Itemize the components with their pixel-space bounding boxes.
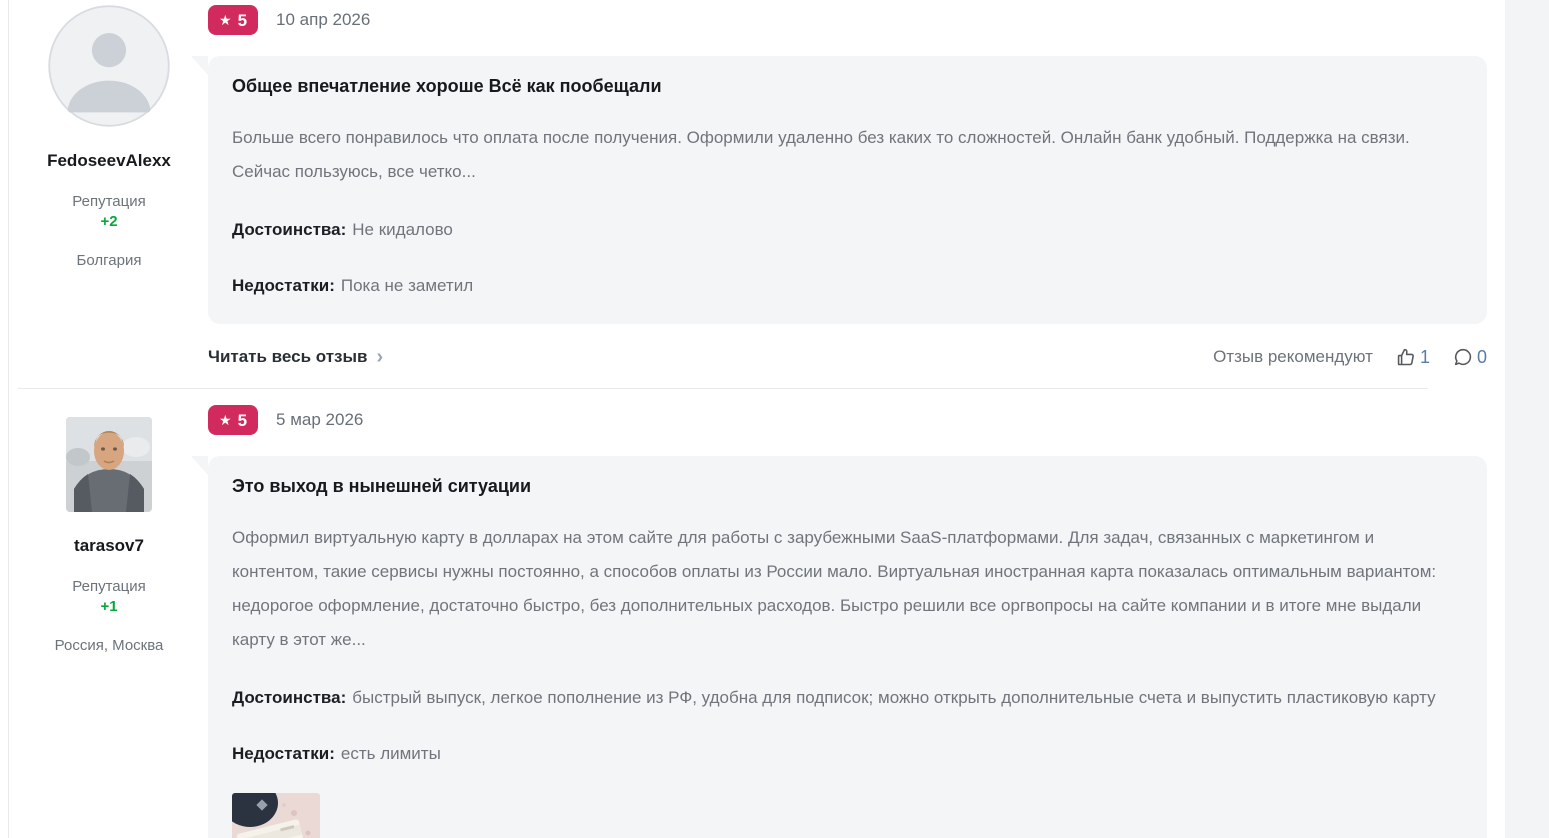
cons-row	[232, 739, 1463, 769]
star-icon: ★	[219, 12, 232, 28]
chevron-right-icon: ›	[376, 346, 384, 368]
avatar[interactable]	[66, 417, 152, 512]
username[interactable]: tarasov7	[74, 536, 144, 555]
cons-text: есть лимиты	[340, 744, 441, 763]
review-body: Больше всего понравилось что оплата после получения. Оформили удаленно без каких то сложностей. Онлайн банк удобный. Поддержка на связи. Сейчас пользуюсь, все четко...	[232, 128, 1410, 181]
reputation-label: Репутация	[72, 193, 146, 210]
review-title: Это выход в нынешней ситуации	[232, 476, 532, 496]
pros-label: Достоинства:	[232, 688, 347, 707]
cons-text: Пока не заметил	[340, 276, 474, 295]
review-content	[208, 405, 1487, 838]
page-left-border	[8, 0, 9, 838]
review-header	[208, 5, 1487, 35]
cons-row	[232, 271, 1463, 301]
avatar[interactable]	[48, 5, 170, 127]
review-footer	[208, 346, 1487, 388]
reviewer-info	[10, 5, 208, 388]
cons-label: Недостатки:	[232, 276, 335, 295]
adjacent-panel-strip	[1505, 0, 1549, 838]
review-card	[208, 56, 1487, 324]
like-count: 1	[1419, 346, 1430, 367]
default-avatar-icon	[48, 5, 170, 127]
comments-button[interactable]	[1452, 346, 1487, 368]
card-photo	[232, 793, 320, 838]
star-icon: ★	[219, 412, 232, 428]
review-content	[208, 5, 1487, 388]
reputation-value: +2	[100, 213, 118, 230]
rating-value: 5	[237, 10, 248, 30]
reviewer-location: Болгария	[76, 252, 142, 269]
review-item	[10, 389, 1487, 838]
review-date: 10 апр 2026	[276, 10, 371, 29]
review-date: 5 мар 2026	[276, 410, 364, 429]
pros-row	[232, 215, 1463, 245]
recommend-label: Отзыв рекомендуют	[1213, 347, 1373, 366]
user-photo	[66, 417, 152, 512]
pros-text: Не кидалово	[352, 220, 453, 239]
read-full-review-link[interactable]	[208, 347, 383, 367]
review-card	[208, 456, 1487, 838]
reviewer-info	[10, 405, 208, 838]
review-header	[208, 405, 1487, 435]
username[interactable]: FedoseevAlexx	[47, 151, 171, 170]
thumbs-up-icon	[1395, 346, 1417, 368]
review-photo-thumbnail[interactable]	[232, 793, 320, 838]
rating-value: 5	[237, 410, 248, 430]
attachment-row	[232, 793, 1463, 838]
pros-label: Достоинства:	[232, 220, 347, 239]
recommend-block	[1213, 346, 1487, 368]
review-body: Оформил виртуальную карту в долларах на этом сайте для работы с зарубежными SaaS-платформами. Для задач, связанных с маркетингом и контентом, такие сервисы нужны постоянно, а способов оплаты из России мало. Виртуальная иностранная карта показалась оптимальным вариантом: недорогое оформление, достаточно быстро, без дополнительных расходов. Быстро решили все оргвопросы на сайте компании и в итоге мне выдали карту в этот же...	[232, 528, 1437, 649]
reputation-value: +1	[100, 598, 118, 615]
comment-bubble-icon	[1452, 346, 1474, 368]
like-button[interactable]	[1395, 346, 1430, 368]
review-divider	[18, 388, 1428, 389]
reviewer-location: Россия, Москва	[54, 637, 164, 654]
review-title: Общее впечатление хороше Всё как пообещали	[232, 76, 662, 96]
rating-badge	[208, 5, 258, 35]
read-more-label: Читать весь отзыв	[208, 347, 368, 366]
pros-row	[232, 683, 1463, 713]
cons-label: Недостатки:	[232, 744, 335, 763]
review-item	[10, 0, 1487, 388]
comment-count: 0	[1476, 346, 1487, 367]
reputation-label: Репутация	[72, 578, 146, 595]
rating-badge	[208, 405, 258, 435]
reviews-list	[10, 0, 1487, 838]
pros-text: быстрый выпуск, легкое пополнение из РФ, удобна для подписок; можно открыть дополнительные счета и выпустить пластиковую карту	[352, 688, 1436, 707]
